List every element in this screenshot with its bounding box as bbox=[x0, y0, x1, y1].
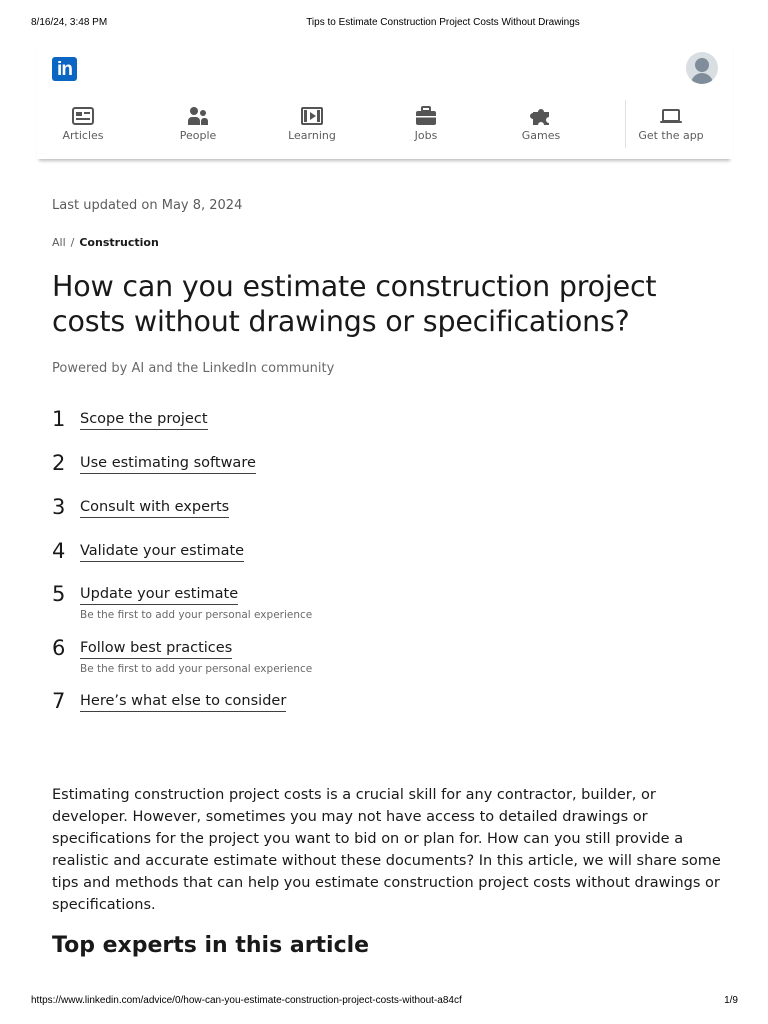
toc-number: 6 bbox=[52, 636, 66, 660]
avatar[interactable] bbox=[686, 52, 718, 84]
breadcrumb bbox=[52, 236, 159, 249]
toc-link[interactable]: Use estimating software bbox=[80, 453, 256, 474]
nav-divider bbox=[625, 100, 626, 148]
learning-icon bbox=[300, 106, 324, 126]
toc-number: 3 bbox=[52, 495, 66, 519]
nav-item-label: Jobs bbox=[414, 129, 438, 142]
nav-item-label: Get the app bbox=[638, 129, 704, 142]
breadcrumb-current[interactable]: Construction bbox=[79, 236, 159, 249]
intro-paragraph: Estimating construction project costs is a crucial skill for any contractor, builder, or developer. However, sometimes you may not have access to detailed drawings or specifications for the project you want to bid on or plan for. How can you still provide a realistic and accurate estimate without these documents? In this article, we will share some tips and methods that can help you estimate construction project costs without drawings or specifications. bbox=[52, 787, 721, 913]
page-title: How can you estimate construction project costs without drawings or specifications? bbox=[52, 270, 657, 338]
toc-link[interactable]: Consult with experts bbox=[80, 497, 229, 518]
print-footer bbox=[0, 995, 768, 1009]
nav-item-label: People bbox=[179, 129, 217, 142]
nav-item-learning[interactable] bbox=[272, 106, 352, 142]
print-url: https://www.linkedin.com/advice/0/how-can-you-estimate-construction-project-costs-without-a84cf bbox=[31, 995, 462, 1006]
powered-by-text: Powered by AI and the LinkedIn community bbox=[52, 361, 335, 376]
toc-number: 7 bbox=[52, 689, 66, 713]
linkedin-logo[interactable]: in bbox=[52, 57, 77, 81]
print-document-title: Tips to Estimate Construction Project Costs Without Drawings bbox=[306, 17, 580, 28]
last-updated: Last updated on May 8, 2024 bbox=[52, 198, 243, 213]
toc-link[interactable]: Here’s what else to consider bbox=[80, 691, 286, 712]
toc-number: 4 bbox=[52, 539, 66, 563]
toc-link[interactable]: Follow best practices bbox=[80, 638, 232, 659]
people-icon bbox=[186, 106, 210, 126]
toc-number: 5 bbox=[52, 582, 66, 606]
nav-item-jobs[interactable] bbox=[386, 106, 466, 142]
nav-item-label: Articles bbox=[62, 129, 104, 142]
print-header bbox=[0, 17, 768, 31]
nav-item-articles[interactable] bbox=[43, 106, 123, 142]
briefcase-icon bbox=[414, 106, 438, 126]
print-datetime: 8/16/24, 3:48 PM bbox=[31, 17, 108, 28]
breadcrumb-separator: / bbox=[70, 236, 75, 249]
articles-icon bbox=[71, 106, 95, 126]
toc-subtext: Be the first to add your personal experience bbox=[80, 663, 313, 675]
breadcrumb-root-link[interactable]: All bbox=[52, 236, 66, 249]
nav-item-label: Learning bbox=[288, 129, 336, 142]
print-page-number: 1/9 bbox=[724, 995, 738, 1006]
nav-item-people[interactable] bbox=[158, 106, 238, 142]
toc-subtext: Be the first to add your personal experience bbox=[80, 609, 313, 621]
toc-link[interactable]: Update your estimate bbox=[80, 584, 238, 605]
experts-heading: Top experts in this article bbox=[52, 933, 370, 958]
puzzle-icon bbox=[529, 106, 553, 126]
nav-item-get-the-app[interactable] bbox=[631, 106, 711, 142]
toc-link[interactable]: Validate your estimate bbox=[80, 541, 244, 562]
top-nav bbox=[37, 40, 732, 159]
toc-number: 2 bbox=[52, 451, 66, 475]
nav-item-games[interactable] bbox=[501, 106, 581, 142]
toc-link[interactable]: Scope the project bbox=[80, 409, 208, 430]
laptop-icon bbox=[659, 106, 683, 126]
toc-number: 1 bbox=[52, 407, 66, 431]
nav-item-label: Games bbox=[521, 129, 561, 142]
